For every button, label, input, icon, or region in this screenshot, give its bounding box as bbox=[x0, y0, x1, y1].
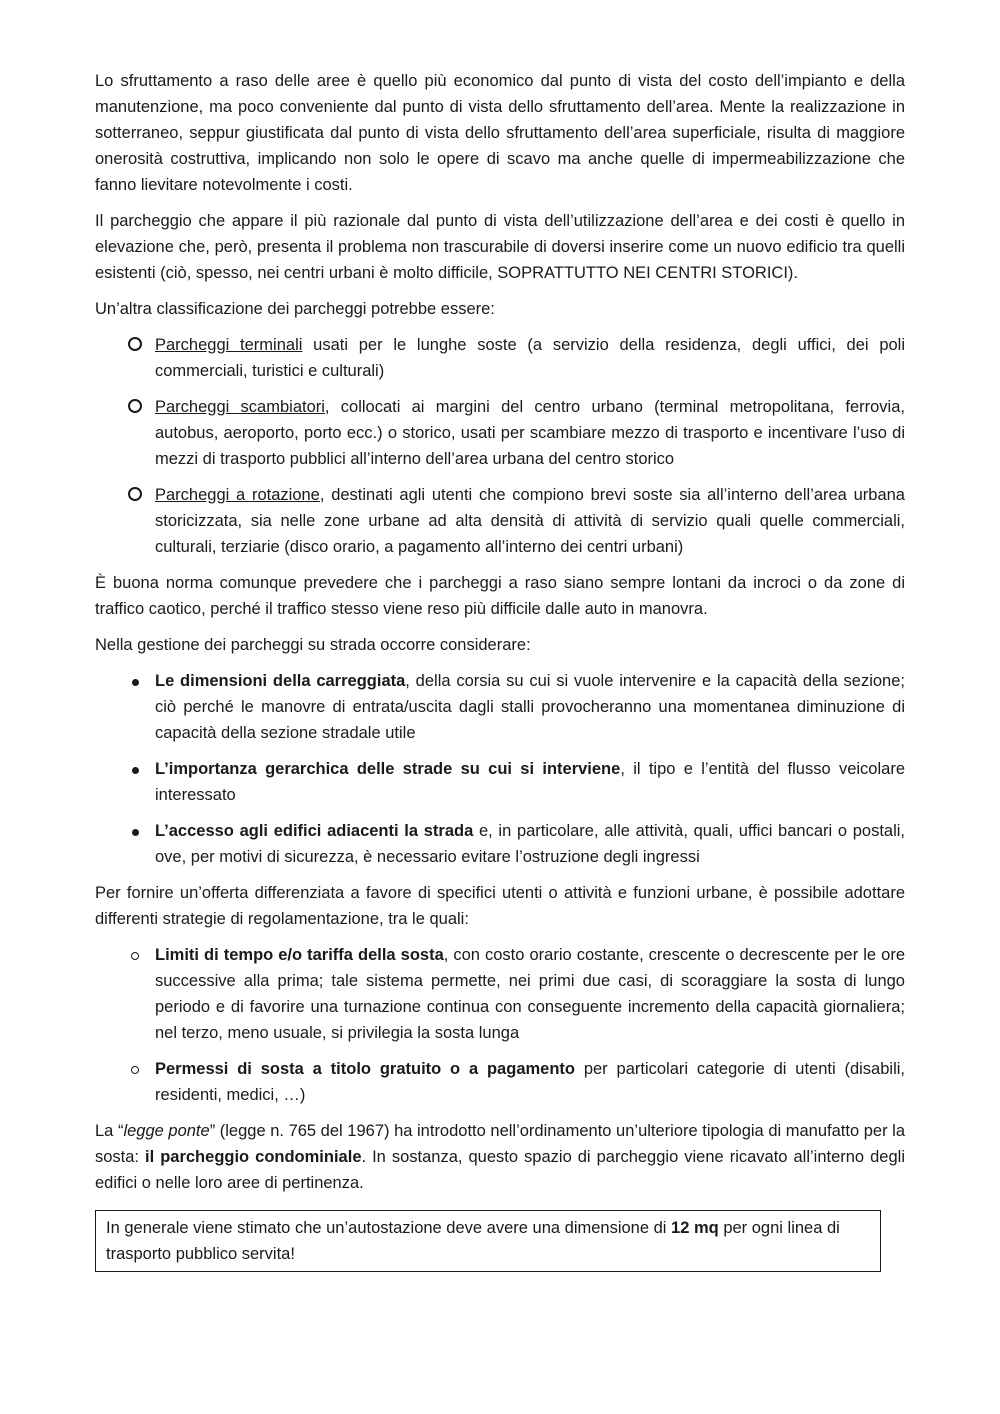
small-circle-bullet-icon bbox=[125, 1056, 145, 1082]
list-item-text: , il tipo e l’entità del flusso veicolare interessato bbox=[155, 760, 906, 804]
legge-text-pre: La “ bbox=[95, 1122, 124, 1140]
considerations-list bbox=[95, 668, 905, 870]
list-item bbox=[95, 818, 905, 870]
small-circle-bullet-icon bbox=[125, 942, 145, 968]
list-item bbox=[95, 482, 905, 560]
list-item bbox=[95, 668, 905, 746]
paragraph-cost-comparison: Lo sfruttamento a raso delle aree è quello più economico dal punto di vista del costo dell’impianto e della manutenzione, ma poco conveniente dal punto di vista dello sfruttamento dell’area. Mente la realizzazione in sotterraneo, seppur giustificata dal punto di vista dello sfruttamento dell’area superficiale, risulta di maggiore onerosità costruttiva, implicando non solo le opere di scavo ma anche quelle di impermeabilizzazione che fanno lievitare notevolmente i costi. bbox=[95, 72, 905, 194]
list-item bbox=[95, 942, 905, 1046]
list-item-term: Limiti di tempo e/o tariffa della sosta bbox=[155, 946, 444, 964]
list-item-term: L’importanza gerarchica delle strade su cui si interviene bbox=[155, 760, 621, 778]
legge-text-mid: ” (legge n. 765 del 1967) ha introdotto nell’ordinamento un’ulteriore tipologia di manufatto per la sosta: bbox=[95, 1122, 905, 1166]
ring-bullet-icon bbox=[125, 394, 145, 421]
note-text-post: per ogni linea di trasporto pubblico servita! bbox=[106, 1219, 840, 1263]
list-item-text: e, in particolare, alle attività, quali, uffici bancari o postali, ove, per motivi di sicurezza, è necessario evitare l’ostruzione degli ingressi bbox=[155, 822, 905, 866]
dot-bullet-icon bbox=[125, 756, 145, 782]
paragraph-classification-intro: Un’altra classificazione dei parcheggi potrebbe essere: bbox=[95, 300, 495, 318]
document-page bbox=[95, 68, 905, 1272]
paragraph-legge-ponte bbox=[95, 1118, 905, 1196]
dot-bullet-icon bbox=[125, 818, 145, 844]
list-item-term: L’accesso agli edifici adiacenti la strada bbox=[155, 822, 474, 840]
list-item bbox=[95, 394, 905, 472]
paragraph-street-management-intro: Nella gestione dei parcheggi su strada occorre considerare: bbox=[95, 636, 531, 654]
list-item-text: , collocati ai margini del centro urbano (terminal metropolitana, ferrovia, autobus, aeroporto, porto ecc.) o storico, usati per scambiare mezzo di trasporto e incentivare l’uso di mezzi di trasporto pubblici all’interno dell’area urbana del centro storico bbox=[155, 398, 905, 468]
legge-highlight: il parcheggio condominiale bbox=[145, 1148, 362, 1166]
list-item bbox=[95, 756, 905, 808]
list-item-term: Parcheggi terminali bbox=[155, 336, 303, 354]
note-highlight: 12 mq bbox=[671, 1219, 719, 1237]
dot-bullet-icon bbox=[125, 668, 145, 694]
list-item bbox=[95, 332, 905, 384]
ring-bullet-icon bbox=[125, 332, 145, 359]
legge-text-post: . In sostanza, questo spazio di parcheggio viene ricavato all’interno degli edifici o nelle loro aree di pertinenza. bbox=[95, 1148, 905, 1192]
list-item-text: per particolari categorie di utenti (disabili, residenti, medici, …) bbox=[155, 1060, 905, 1104]
strategies-list bbox=[95, 942, 905, 1108]
list-item-text: , destinati agli utenti che compiono brevi soste sia all’interno dell’area urbana storicizzata, sia nelle zone urbane ad alta densità di attività di servizio quali quelle commerciali, culturali, terziarie (disco orario, a pagamento all’interno dei centri urbani) bbox=[155, 486, 905, 556]
note-text-pre: In generale viene stimato che un’autostazione deve avere una dimensione di bbox=[106, 1219, 672, 1237]
list-item-term: Permessi di sosta a titolo gratuito o a pagamento bbox=[155, 1060, 575, 1078]
legge-title: legge ponte bbox=[123, 1122, 210, 1140]
classification-list bbox=[95, 332, 905, 560]
list-item-term: Parcheggi a rotazione bbox=[155, 486, 320, 504]
list-item bbox=[95, 1056, 905, 1108]
list-item-text: usati per le lunghe soste (a servizio della residenza, degli uffici, dei poli commerciali, turistici e culturali) bbox=[155, 336, 905, 380]
paragraph-elevated-parking: Il parcheggio che appare il più razionale dal punto di vista dell’utilizzazione dell’area e dei costi è quello in elevazione che, però, presenta il problema non trascurabile di doversi inserire come un nuovo edificio tra quelli esistenti (ciò, spesso, nei centri urbani è molto difficile, SOPRATTUTTO NEI CENTRI STORICI). bbox=[95, 212, 905, 282]
list-item-text: , con costo orario costante, crescente o decrescente per le ore successive alla prima; tale sistema permette, nei primi due casi, di scoraggiare la sosta di lungo periodo e di favorire una turnazione continua con conseguente incremento della capacità giornaliera; nel terzo, meno usuale, si privilegia la sosta lunga bbox=[155, 946, 905, 1042]
list-item-term: Parcheggi scambiatori bbox=[155, 398, 325, 416]
paragraph-traffic-rule: È buona norma comunque prevedere che i parcheggi a raso siano sempre lontani da incroci o da zone di traffico caotico, perché il traffico stesso viene reso più difficile dalle auto in manovra. bbox=[95, 574, 905, 618]
paragraph-strategies-intro: Per fornire un’offerta differenziata a favore di specifici utenti o attività e funzioni urbane, è possibile adottare differenti strategie di regolamentazione, tra le quali: bbox=[95, 884, 905, 928]
ring-bullet-icon bbox=[125, 482, 145, 509]
note-text bbox=[106, 1215, 870, 1267]
note-box bbox=[95, 1210, 881, 1272]
list-item-term: Le dimensioni della carreggiata bbox=[155, 672, 406, 690]
list-item-text: , della corsia su cui si vuole intervenire e la capacità della sezione; ciò perché le manovre di entrata/uscita dagli stalli provocheranno una momentanea diminuzione di capacità della sezione stradale utile bbox=[155, 672, 905, 742]
